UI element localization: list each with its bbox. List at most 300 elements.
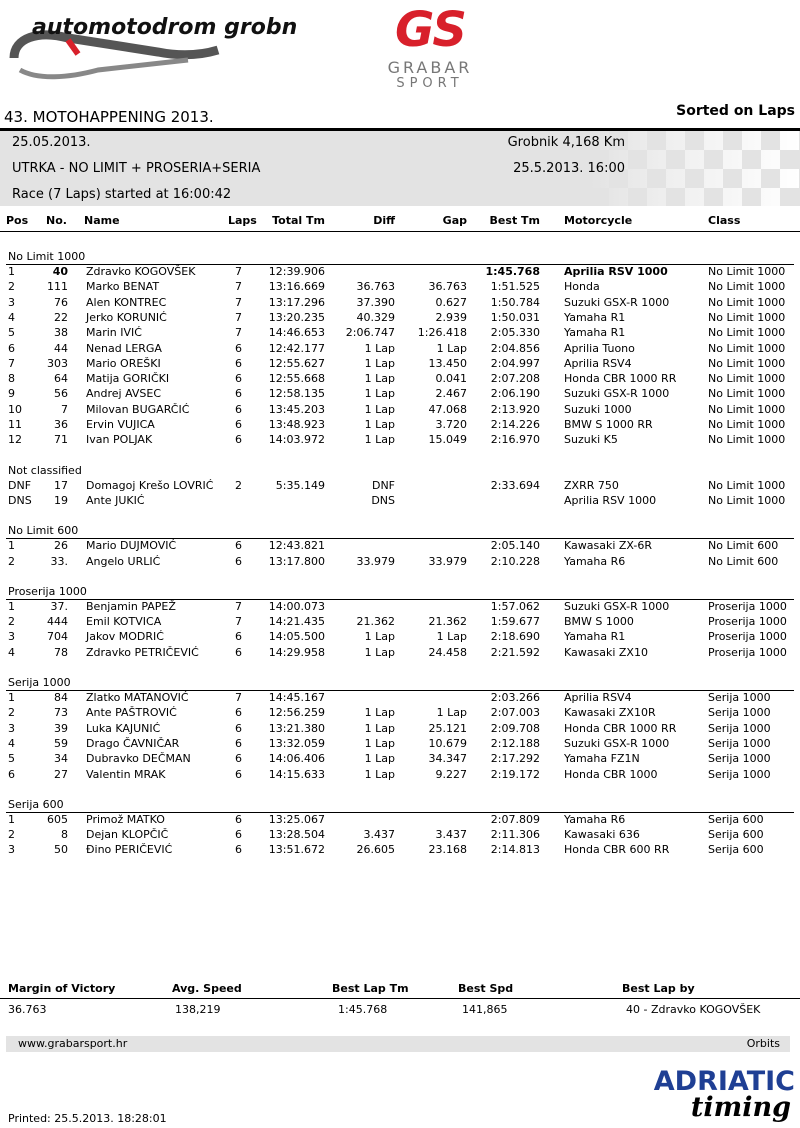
cell-laps: 6 <box>235 418 242 431</box>
cell-diff: 1 Lap <box>364 736 395 750</box>
cell-pos: 9 <box>8 387 15 401</box>
cell-class: No Limit 1000 <box>708 280 786 294</box>
cell-pos: 3 <box>8 295 15 309</box>
cell-total: 12:39.906 <box>268 265 325 278</box>
cell-name: Valentin MRAK <box>86 767 166 781</box>
cell-class: Proserija 1000 <box>708 615 787 629</box>
cell-moto: ZXRR 750 <box>564 478 619 492</box>
cell-moto: Yamaha R1 <box>564 310 626 324</box>
table-row <box>0 387 800 402</box>
table-row <box>0 828 800 843</box>
cell-gap: 1 Lap <box>436 341 467 355</box>
cell-moto: Aprilia RSV4 <box>564 356 632 370</box>
cell-best: 2:13.920 <box>490 402 540 416</box>
cell-best: 2:18.690 <box>490 630 540 644</box>
cell-diff: 1 Lap <box>364 341 395 355</box>
cell-laps: 6 <box>235 721 242 735</box>
summary-by: 40 - Zdravko KOGOVŠEK <box>626 1003 761 1016</box>
cell-class: No Limit 1000 <box>708 418 786 431</box>
cell-total: 13:17.800 <box>268 554 325 568</box>
cell-class: Proserija 1000 <box>708 599 787 613</box>
cell-total: 13:25.067 <box>268 812 325 826</box>
cell-moto: Honda CBR 1000 <box>564 767 658 781</box>
cell-class: No Limit 1000 <box>708 295 786 309</box>
cell-class: Serija 1000 <box>708 691 771 704</box>
sorted-label: Sorted on Laps <box>676 103 795 119</box>
col-laps: Laps <box>228 214 257 227</box>
cell-class: No Limit 1000 <box>708 387 786 401</box>
cell-no: 27 <box>54 767 68 781</box>
cell-name: Mario OREŠKI <box>86 356 161 370</box>
cell-laps: 7 <box>235 310 242 324</box>
cell-no: 8 <box>61 828 68 842</box>
cell-name: Ervin VUJICA <box>86 418 155 431</box>
cell-class: No Limit 1000 <box>708 478 786 492</box>
cell-class: Serija 1000 <box>708 752 771 766</box>
col-total: Total Tm <box>272 214 325 227</box>
cell-class: Proserija 1000 <box>708 630 787 644</box>
cell-pos: 2 <box>8 828 15 842</box>
cell-best: 2:33.694 <box>490 478 540 492</box>
cell-best: 2:17.292 <box>490 752 540 766</box>
cell-total: 14:06.406 <box>268 752 325 766</box>
cell-pos: DNF <box>8 478 32 492</box>
cell-total: 13:17.296 <box>268 295 325 309</box>
cell-gap: 10.679 <box>428 736 467 750</box>
cell-best: 2:04.997 <box>490 356 540 370</box>
cell-name: Zdravko KOGOVŠEK <box>86 265 196 278</box>
cell-laps: 6 <box>235 387 242 401</box>
cell-moto: Honda CBR 600 RR <box>564 843 670 857</box>
cell-total: 14:03.972 <box>268 433 325 447</box>
cell-total: 13:45.203 <box>268 402 325 416</box>
cell-class: No Limit 600 <box>708 539 779 553</box>
gs-line1: GRABAR <box>387 58 473 77</box>
table-row <box>0 737 800 752</box>
cell-no: 37. <box>50 599 68 613</box>
group-title: No Limit 1000 <box>8 250 86 263</box>
cell-no: 26 <box>54 539 68 553</box>
cell-laps: 6 <box>235 402 242 416</box>
cell-gap: 25.121 <box>428 721 467 735</box>
cell-name: Ante JUKIĆ <box>86 493 145 507</box>
cell-no: 36 <box>54 418 68 431</box>
table-row <box>0 326 800 341</box>
summary-label-speed: Avg. Speed <box>172 982 242 995</box>
cell-diff: 1 Lap <box>364 645 395 659</box>
cell-moto: Yamaha R1 <box>564 630 626 644</box>
cell-class: No Limit 1000 <box>708 356 786 370</box>
cell-total: 13:48.923 <box>268 418 325 431</box>
col-best: Best Tm <box>489 214 540 227</box>
cell-pos: 4 <box>8 310 15 324</box>
table-row <box>0 418 800 433</box>
cell-moto: Suzuki GSX-R 1000 <box>564 599 670 613</box>
cell-pos: 1 <box>8 599 15 613</box>
group-title: Serija 600 <box>8 797 64 811</box>
cell-moto: Aprilia Tuono <box>564 341 635 355</box>
cell-no: 111 <box>47 280 68 294</box>
cell-name: Luka KAJUNIĆ <box>86 721 161 735</box>
cell-laps: 6 <box>235 812 242 826</box>
cell-diff: 26.605 <box>356 843 395 857</box>
cell-no: 444 <box>47 615 68 629</box>
cell-total: 13:28.504 <box>268 828 325 842</box>
summary-values-row <box>0 1003 800 1019</box>
cell-laps: 6 <box>235 843 242 857</box>
cell-no: 7 <box>61 402 68 416</box>
cell-total: 13:21.380 <box>268 721 325 735</box>
cell-pos: 4 <box>8 736 15 750</box>
cell-laps: 7 <box>235 615 242 629</box>
cell-class: Proserija 1000 <box>708 645 787 659</box>
cell-pos: 3 <box>8 721 15 735</box>
cell-gap: 33.979 <box>428 554 467 568</box>
adriatic-timing-logo <box>605 1066 795 1122</box>
cell-moto: Honda CBR 1000 RR <box>564 372 677 386</box>
cell-total: 12:55.627 <box>268 356 325 370</box>
group-title: Proserija 1000 <box>8 584 87 598</box>
cell-name: Milovan BUGARČIĆ <box>86 402 190 416</box>
cell-laps: 6 <box>235 630 242 644</box>
col-diff: Diff <box>373 214 395 227</box>
cell-gap: 23.168 <box>428 843 467 857</box>
cell-total: 12:58.135 <box>268 387 325 401</box>
cell-moto: Kawasaki 636 <box>564 828 640 842</box>
summary-header-row <box>0 982 800 998</box>
col-name: Name <box>84 214 120 227</box>
table-row <box>0 630 800 645</box>
cell-diff: 1 Lap <box>364 356 395 370</box>
cell-no: 64 <box>54 372 68 386</box>
table-row <box>0 768 800 783</box>
cell-pos: 7 <box>8 356 15 370</box>
cell-best: 2:16.970 <box>490 433 540 447</box>
cell-best: 2:11.306 <box>490 828 540 842</box>
cell-moto: Kawasaki ZX10R <box>564 706 656 720</box>
cell-best: 2:05.140 <box>490 539 540 553</box>
cell-no: 704 <box>47 630 68 644</box>
table-row <box>0 843 800 858</box>
footer-bar <box>6 1036 790 1052</box>
cell-best: 2:10.228 <box>490 554 540 568</box>
cell-total: 12:55.668 <box>268 372 325 386</box>
cell-pos: DNS <box>8 493 32 507</box>
cell-best: 2:05.330 <box>490 326 540 340</box>
cell-class: No Limit 600 <box>708 554 779 568</box>
cell-gap: 0.041 <box>435 372 467 386</box>
cell-diff: 1 Lap <box>364 752 395 766</box>
race-start: Race (7 Laps) started at 16:00:42 <box>12 187 232 202</box>
cell-laps: 7 <box>235 691 242 704</box>
cell-name: Alen KONTREC <box>86 295 167 309</box>
cell-name: Marko BENAT <box>86 280 160 294</box>
cell-total: 14:29.958 <box>268 645 325 659</box>
cell-total: 12:56.259 <box>268 706 325 720</box>
cell-total: 5:35.149 <box>275 478 325 492</box>
cell-best: 2:07.003 <box>490 706 540 720</box>
group-title: Not classified <box>8 463 82 477</box>
cell-moto: Honda CBR 1000 RR <box>564 721 677 735</box>
cell-name: Dubravko DEČMAN <box>86 752 191 766</box>
cell-gap: 9.227 <box>435 767 467 781</box>
cell-gap: 0.627 <box>435 295 467 309</box>
cell-pos: 8 <box>8 372 15 386</box>
cell-name: Domagoj Krešo LOVRIĆ <box>86 478 214 492</box>
cell-laps: 6 <box>235 736 242 750</box>
cell-moto: Suzuki GSX-R 1000 <box>564 387 670 401</box>
table-row <box>0 494 800 509</box>
cell-gap: 2.467 <box>435 387 467 401</box>
cell-pos: 5 <box>8 326 15 340</box>
cell-best: 1:59.677 <box>490 615 540 629</box>
cell-no: 73 <box>54 706 68 720</box>
cell-pos: 1 <box>8 812 15 826</box>
cell-laps: 6 <box>235 554 242 568</box>
table-row <box>0 357 800 372</box>
cell-class: Serija 600 <box>708 828 764 842</box>
cell-laps: 7 <box>235 265 242 278</box>
cell-moto: Yamaha R6 <box>564 812 626 826</box>
cell-best: 2:07.809 <box>490 812 540 826</box>
cell-best: 2:06.190 <box>490 387 540 401</box>
adriatic-text: ADRIATIC <box>653 1066 795 1097</box>
cell-no: 605 <box>47 812 68 826</box>
cell-diff: 1 Lap <box>364 721 395 735</box>
cell-pos: 2 <box>8 706 15 720</box>
table-row <box>0 555 800 570</box>
cell-pos: 4 <box>8 645 15 659</box>
cell-diff: 1 Lap <box>364 433 395 447</box>
table-row <box>0 280 800 295</box>
cell-best: 2:07.208 <box>490 372 540 386</box>
cell-laps: 6 <box>235 767 242 781</box>
cell-laps: 7 <box>235 280 242 294</box>
cell-class: No Limit 1000 <box>708 372 786 386</box>
cell-pos: 2 <box>8 280 15 294</box>
logo-left-text: automotodrom grobnik <box>32 15 298 40</box>
cell-class: No Limit 1000 <box>708 433 786 447</box>
cell-laps: 6 <box>235 706 242 720</box>
table-row <box>0 433 800 448</box>
cell-best: 2:09.708 <box>490 721 540 735</box>
cell-class: Serija 1000 <box>708 736 771 750</box>
cell-gap: 1 Lap <box>436 706 467 720</box>
cell-gap: 15.049 <box>428 433 467 447</box>
cell-no: 76 <box>54 295 68 309</box>
cell-name: Mario DUJMOVIĆ <box>86 539 177 553</box>
printed-timestamp: Printed: 25.5.2013. 18:28:01 <box>8 1112 167 1125</box>
cell-total: 12:42.177 <box>268 341 325 355</box>
cell-moto: Aprilia RSV4 <box>564 691 632 704</box>
cell-total: 14:05.500 <box>268 630 325 644</box>
cell-name: Dejan KLOPČIČ <box>86 828 169 842</box>
cell-total: 14:46.653 <box>268 326 325 340</box>
timing-text: timing <box>690 1092 791 1123</box>
cell-gap: 3.437 <box>435 828 467 842</box>
event-title: 43. MOTOHAPPENING 2013. <box>4 108 214 126</box>
cell-diff: 40.329 <box>356 310 395 324</box>
summary-label-margin: Margin of Victory <box>8 982 116 995</box>
cell-laps: 6 <box>235 356 242 370</box>
table-row <box>0 615 800 630</box>
cell-diff: 3.437 <box>363 828 395 842</box>
table-row <box>0 722 800 737</box>
table-row <box>0 813 800 828</box>
cell-total: 13:16.669 <box>268 280 325 294</box>
summary-lap: 1:45.768 <box>338 1003 388 1016</box>
cell-diff: 1 Lap <box>364 767 395 781</box>
table-row <box>0 706 800 721</box>
cell-gap: 13.450 <box>428 356 467 370</box>
cell-diff: 21.362 <box>356 615 395 629</box>
cell-diff: 2:06.747 <box>345 326 395 340</box>
track-datetime: 25.5.2013. 16:00 <box>513 161 625 176</box>
summary-label-lap: Best Lap Tm <box>332 982 409 995</box>
cell-laps: 2 <box>235 478 242 492</box>
cell-best: 2:04.856 <box>490 341 540 355</box>
cell-gap: 3.720 <box>435 418 467 431</box>
cell-no: 33. <box>50 554 68 568</box>
cell-laps: 7 <box>235 326 242 340</box>
cell-gap: 34.347 <box>428 752 467 766</box>
website-link[interactable]: www.grabarsport.hr <box>18 1037 128 1050</box>
cell-pos: 5 <box>8 752 15 766</box>
cell-best: 2:14.226 <box>490 418 540 431</box>
cell-gap: 24.458 <box>428 645 467 659</box>
cell-name: Benjamin PAPEŽ <box>86 599 176 613</box>
cell-diff: 1 Lap <box>364 402 395 416</box>
summary-rule <box>0 998 800 999</box>
table-row <box>0 403 800 418</box>
cell-diff: DNS <box>371 493 395 507</box>
cell-name: Drago ČAVNIČAR <box>86 736 180 750</box>
cell-moto: Honda <box>564 280 600 294</box>
table-row <box>0 479 800 494</box>
gs-line2: SPORT <box>396 76 464 91</box>
table-row <box>0 752 800 767</box>
cell-pos: 10 <box>8 402 22 416</box>
cell-diff: 1 Lap <box>364 387 395 401</box>
cell-name: Angelo URLIĆ <box>86 554 161 568</box>
cell-no: 78 <box>54 645 68 659</box>
cell-moto: BMW S 1000 RR <box>564 418 653 431</box>
cell-laps: 6 <box>235 372 242 386</box>
cell-name: Zlatko MATANOVIĆ <box>86 691 189 704</box>
cell-moto: Suzuki 1000 <box>564 402 632 416</box>
cell-laps: 6 <box>235 752 242 766</box>
col-gap: Gap <box>442 214 467 227</box>
cell-name: Primož MATKO <box>86 812 165 826</box>
cell-best: 2:03.266 <box>490 691 540 704</box>
col-class: Class <box>708 214 741 227</box>
cell-laps: 6 <box>235 433 242 447</box>
cell-pos: 3 <box>8 843 15 857</box>
cell-diff: DNF <box>371 478 395 492</box>
cell-no: 22 <box>54 310 68 324</box>
cell-moto: Suzuki GSX-R 1000 <box>564 736 670 750</box>
summary-label-spd: Best Spd <box>458 982 514 995</box>
cell-pos: 6 <box>8 341 15 355</box>
cell-diff: 1 Lap <box>364 706 395 720</box>
cell-class: No Limit 1000 <box>708 493 786 507</box>
cell-no: 303 <box>47 356 68 370</box>
cell-class: No Limit 1000 <box>708 341 786 355</box>
cell-name: Matija GORIČKI <box>86 372 170 386</box>
cell-no: 17 <box>54 478 68 492</box>
cell-pos: 2 <box>8 554 15 568</box>
cell-best: 2:12.188 <box>490 736 540 750</box>
track-info: Grobnik 4,168 Km <box>507 135 625 150</box>
cell-name: Jerko KORUNIĆ <box>86 310 167 324</box>
cell-gap: 21.362 <box>428 615 467 629</box>
group-title: No Limit 600 <box>8 524 79 538</box>
cell-class: Serija 1000 <box>708 706 771 720</box>
cell-name: Ivan POLJAK <box>86 433 153 447</box>
cell-moto: Yamaha R1 <box>564 326 626 340</box>
cell-no: 39 <box>54 721 68 735</box>
cell-pos: 1 <box>8 539 15 553</box>
cell-best: 1:51.525 <box>490 280 540 294</box>
cell-no: 34 <box>54 752 68 766</box>
cell-moto: Suzuki GSX-R 1000 <box>564 295 670 309</box>
cell-laps: 6 <box>235 539 242 553</box>
cell-gap: 1:26.418 <box>417 326 467 340</box>
cell-diff: 33.979 <box>356 554 395 568</box>
cell-class: No Limit 1000 <box>708 326 786 340</box>
summary-speed: 138,219 <box>175 1003 221 1016</box>
cell-class: Serija 1000 <box>708 721 771 735</box>
col-pos: Pos <box>6 214 29 227</box>
table-row <box>0 600 800 615</box>
race-date: 25.05.2013. <box>12 135 91 150</box>
col-motorcycle: Motorcycle <box>564 214 633 227</box>
cell-no: 71 <box>54 433 68 447</box>
cell-best: 2:19.172 <box>490 767 540 781</box>
cell-total: 14:15.633 <box>268 767 325 781</box>
table-row <box>0 691 800 706</box>
cell-class: No Limit 1000 <box>708 310 786 324</box>
cell-no: 19 <box>54 493 68 507</box>
gs-letters: GS <box>395 2 465 58</box>
cell-name: Marin IVIĆ <box>86 326 142 340</box>
cell-total: 13:20.235 <box>268 310 325 324</box>
cell-pos: 2 <box>8 615 15 629</box>
table-row <box>0 296 800 311</box>
cell-best: 2:14.813 <box>490 843 540 857</box>
table-row <box>0 265 800 280</box>
cell-total: 13:32.059 <box>268 736 325 750</box>
cell-pos: 12 <box>8 433 22 447</box>
cell-moto: Aprilia RSV 1000 <box>564 493 657 507</box>
cell-gap: 47.068 <box>428 402 467 416</box>
cell-gap: 2.939 <box>435 310 467 324</box>
cell-no: 38 <box>54 326 68 340</box>
summary-margin: 36.763 <box>8 1003 47 1016</box>
cell-pos: 11 <box>8 418 22 431</box>
cell-best: 2:21.592 <box>490 645 540 659</box>
table-row <box>0 342 800 357</box>
race-name: UTRKA - NO LIMIT + PROSERIA+SERIA <box>12 161 261 176</box>
cell-moto: Kawasaki ZX-6R <box>564 539 653 553</box>
cell-class: No Limit 1000 <box>708 265 786 278</box>
cell-laps: 7 <box>235 295 242 309</box>
cell-gap: 36.763 <box>428 280 467 294</box>
summary-label-by: Best Lap by <box>622 982 695 995</box>
cell-name: Jakov MODRIĆ <box>86 630 164 644</box>
cell-name: Đino PERIČEVIĆ <box>86 843 173 857</box>
cell-total: 13:51.672 <box>268 843 325 857</box>
